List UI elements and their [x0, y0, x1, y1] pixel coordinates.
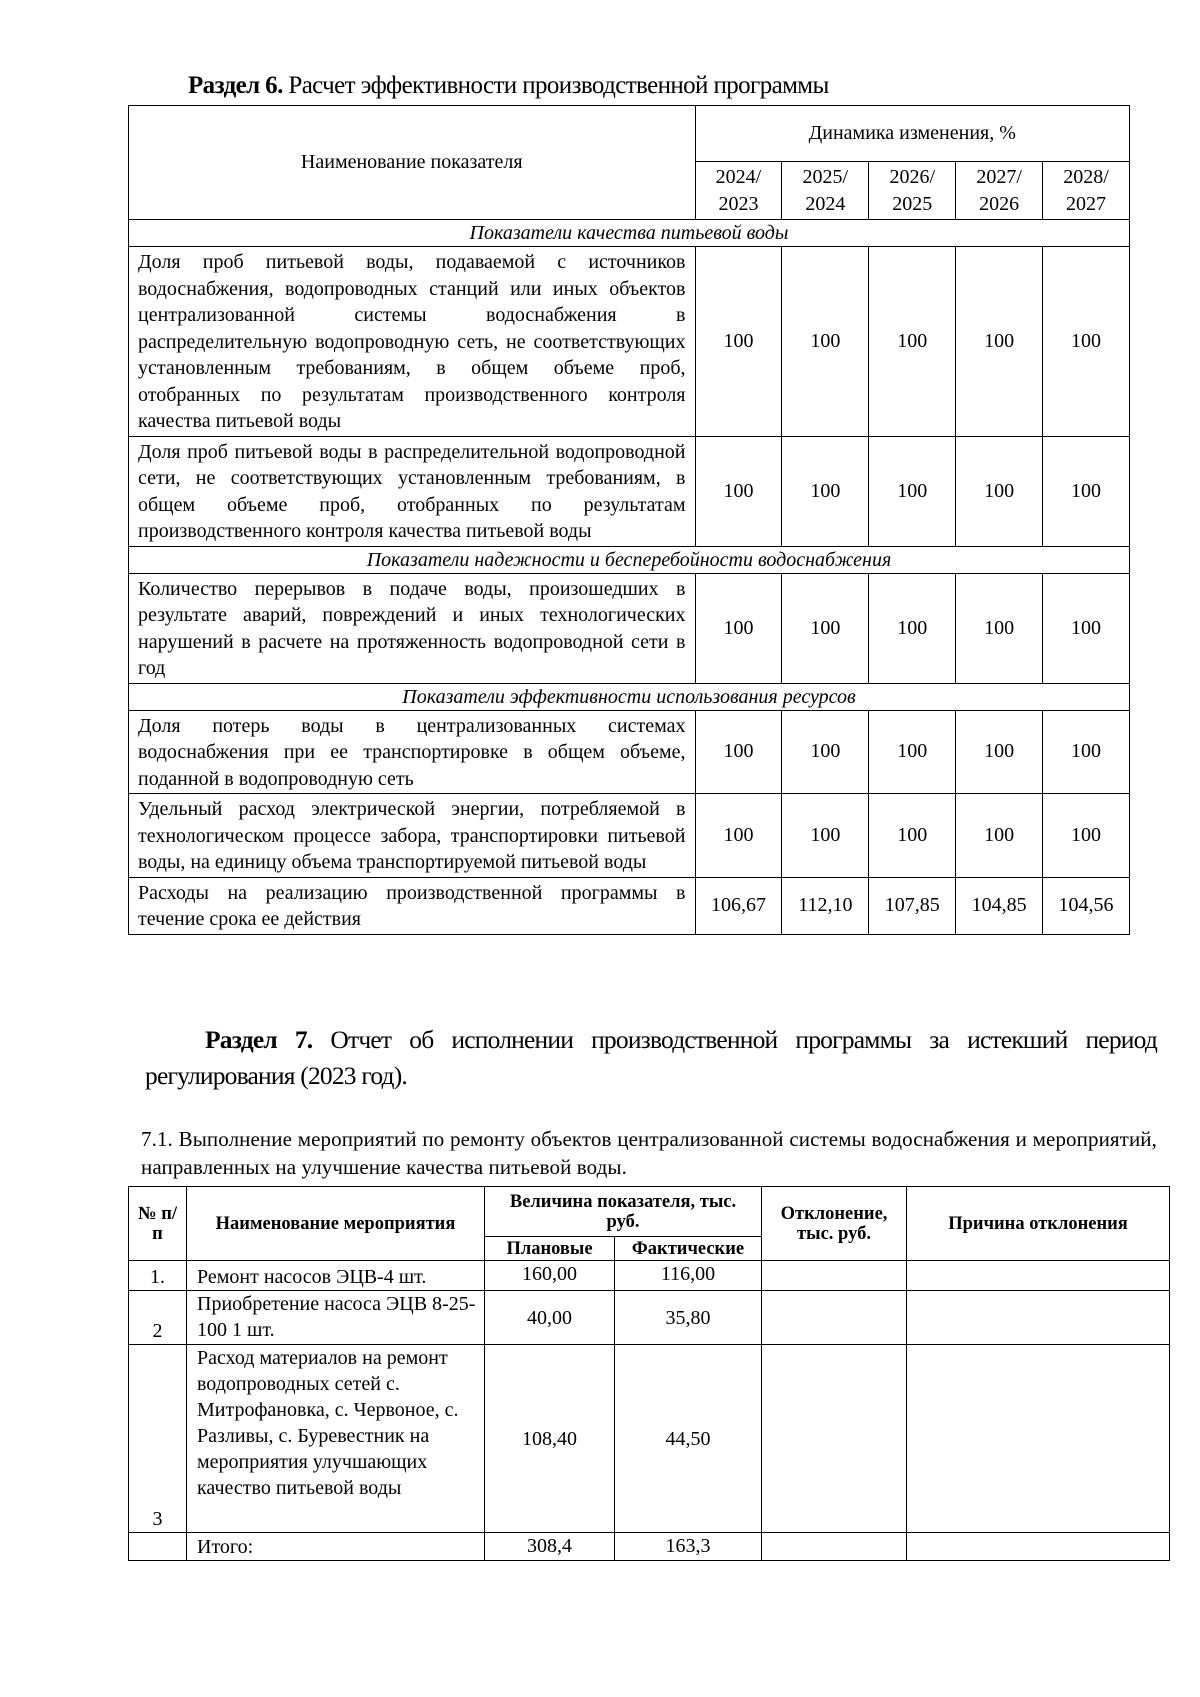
row-value: 100 [1043, 710, 1130, 794]
row-name: Доля проб питьевой воды, подаваемой с источников водоснабжения, водопроводных станций или иных объектов централизованной системы водоснабжения в распределительную водопроводную сеть, не соответствующих установленным требованиям, в общем объеме проб, отобранных по результатам производственного контроля качества питьевой воды [129, 247, 696, 437]
header-planned: Плановые [485, 1237, 615, 1261]
row-activity: Ремонт насосов ЭЦВ-4 шт. [187, 1261, 485, 1291]
row-value: 100 [956, 794, 1043, 878]
row-actual: 35,80 [615, 1291, 762, 1345]
row-value: 100 [1043, 794, 1130, 878]
row-value: 100 [956, 247, 1043, 437]
header-activity-name: Наименование мероприятия [187, 1187, 485, 1261]
table-row [129, 710, 1130, 794]
section6-title [188, 72, 829, 100]
row-name: Доля проб питьевой воды в распределительной водопроводной сети, не соответствующих установленным требованиям, в общем объеме проб, отобранных по результатам производственного контроля качества питьевой воды [129, 436, 696, 546]
header-actual: Фактические [615, 1237, 762, 1261]
header-value: Величина показателя, тыс. руб. [485, 1187, 762, 1237]
row-value: 112,10 [782, 877, 869, 934]
category-reliability: Показатели надежности и бесперебойности водоснабжения [129, 546, 1130, 573]
row-deviation [762, 1291, 907, 1345]
row-value: 106,67 [695, 877, 782, 934]
row-number: 2 [129, 1291, 187, 1345]
row-number: 1. [129, 1261, 187, 1291]
report-table [128, 1186, 1170, 1561]
row-value: 100 [869, 794, 956, 878]
header-deviation: Отклонение, тыс. руб. [762, 1187, 907, 1261]
row-name: Расходы на реализацию производственной программы в течение срока ее действия [129, 877, 696, 934]
header-year-2: 2025/ 2024 [782, 162, 869, 220]
header-number: № п/п [129, 1187, 187, 1261]
table-row [129, 247, 1130, 437]
row-value: 100 [956, 710, 1043, 794]
header-year-3: 2026/ 2025 [869, 162, 956, 220]
category-water-quality: Показатели качества питьевой воды [129, 220, 1130, 247]
total-label: Итого: [187, 1533, 485, 1561]
row-name: Количество перерывов в подаче воды, произошедших в результате аварий, повреждений и иных технологических нарушений в расчете на протяженность водопроводной сети в год [129, 573, 696, 683]
row-value: 100 [695, 436, 782, 546]
row-reason [907, 1291, 1170, 1345]
row-name: Удельный расход электрической энергии, потребляемой в технологическом процессе забора, транспортировки питьевой воды, на единицу объема транспортируемой питьевой воды [129, 794, 696, 878]
row-deviation [762, 1261, 907, 1291]
table-row [129, 1345, 1170, 1533]
table-row [129, 794, 1130, 878]
header-indicator-name: Наименование показателя [129, 106, 696, 220]
row-actual: 44,50 [615, 1345, 762, 1533]
row-value: 100 [869, 436, 956, 546]
row-planned: 40,00 [485, 1291, 615, 1345]
row-value: 100 [956, 573, 1043, 683]
section6-title-bold: Раздел 6. [188, 72, 283, 99]
row-value: 100 [1043, 573, 1130, 683]
total-deviation [762, 1533, 907, 1561]
header-dynamics: Динамика изменения, % [695, 106, 1130, 162]
row-value: 100 [782, 573, 869, 683]
row-activity: Приобретение насоса ЭЦВ 8-25-100 1 шт. [187, 1291, 485, 1345]
row-value: 107,85 [869, 877, 956, 934]
total-actual: 163,3 [615, 1533, 762, 1561]
row-value: 100 [695, 247, 782, 437]
row-value: 100 [869, 573, 956, 683]
section7-title [145, 1022, 1157, 1094]
row-value: 100 [1043, 436, 1130, 546]
total-reason [907, 1533, 1170, 1561]
table-row [129, 573, 1130, 683]
category-resource-efficiency: Показатели эффективности использования ресурсов [129, 683, 1130, 710]
row-value: 100 [782, 710, 869, 794]
row-value: 100 [869, 710, 956, 794]
header-year-5: 2028/ 2027 [1043, 162, 1130, 220]
row-value: 100 [956, 436, 1043, 546]
table-row [129, 877, 1130, 934]
efficiency-table [128, 105, 1130, 935]
total-planned: 308,4 [485, 1533, 615, 1561]
row-value: 100 [782, 436, 869, 546]
row-value: 100 [695, 794, 782, 878]
section7-subtitle: 7.1. Выполнение мероприятий по ремонту объектов централизованной системы водоснабжения и мероприятий, направленных на улучшение качества питьевой воды. [141, 1127, 1157, 1179]
header-reason: Причина отклонения [907, 1187, 1170, 1261]
row-actual: 116,00 [615, 1261, 762, 1291]
row-deviation [762, 1345, 907, 1533]
row-activity: Расход материалов на ремонт водопроводных сетей с. Митрофановка, с. Червоное, с. Разливы, с. Буревестник на мероприятия улучшающих качество питьевой воды [187, 1345, 485, 1533]
row-value: 100 [695, 573, 782, 683]
row-value: 100 [1043, 247, 1130, 437]
header-year-4: 2027/ 2026 [956, 162, 1043, 220]
row-name: Доля потерь воды в централизованных системах водоснабжения при ее транспортировке в общем объеме, поданной в водопроводную сеть [129, 710, 696, 794]
row-reason [907, 1345, 1170, 1533]
row-value: 100 [782, 794, 869, 878]
row-number: 3 [129, 1345, 187, 1533]
section6-title-text: Расчет эффективности производственной программы [282, 72, 829, 99]
row-planned: 108,40 [485, 1345, 615, 1533]
row-planned: 160,00 [485, 1261, 615, 1291]
section7-title-bold: Раздел 7. [205, 1025, 313, 1054]
row-value: 100 [869, 247, 956, 437]
row-value: 104,85 [956, 877, 1043, 934]
row-value: 100 [695, 710, 782, 794]
total-number-cell [129, 1533, 187, 1561]
table-row [129, 436, 1130, 546]
table-row [129, 1261, 1170, 1291]
row-value: 104,56 [1043, 877, 1130, 934]
header-year-1: 2024/ 2023 [695, 162, 782, 220]
total-row [129, 1533, 1170, 1561]
table-row [129, 1291, 1170, 1345]
section7-title-text: Отчет об исполнении производственной программы за истекший период регулирования (2023 год). [145, 1025, 1158, 1090]
row-value: 100 [782, 247, 869, 437]
row-reason [907, 1261, 1170, 1291]
